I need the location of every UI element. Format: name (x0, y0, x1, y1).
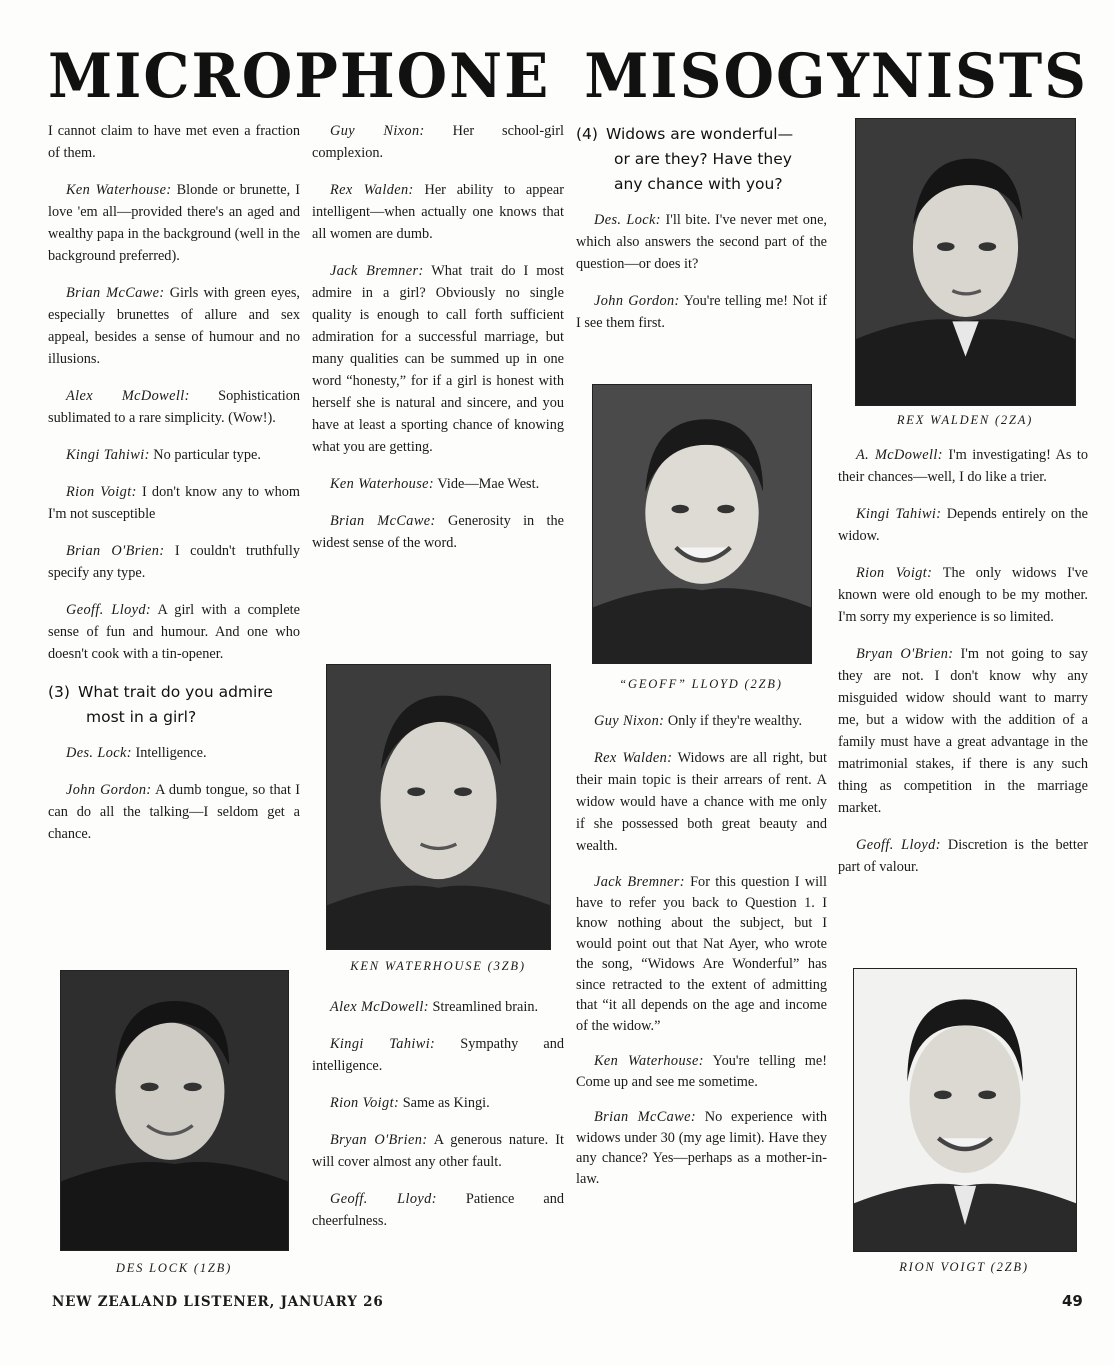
speaker-name: Alex McDowell: (66, 388, 190, 404)
speaker-name: Rion Voigt: (66, 484, 137, 500)
speaker-name: Rion Voigt: (330, 1095, 400, 1111)
caption-des-lock: DES LOCK (1ZB) (115, 1261, 233, 1275)
answer-paragraph (48, 282, 300, 370)
speaker-name: Ken Waterhouse: (594, 1053, 704, 1069)
answer-paragraph (312, 179, 564, 245)
question-line: What trait do you admire (78, 683, 273, 701)
answer-paragraph (576, 1107, 827, 1189)
answer-text: Same as Kingi. (399, 1095, 490, 1111)
answer-text: I couldn't truthfully specify any type. (48, 543, 300, 581)
headline (48, 40, 1088, 112)
answer-text: I'm not going to say they are not. I don't know why any misguided widow should want to marry me, but a widow with the addition of a family must have a great advantage in the matrimonial stakes, if there is any such thing as competition in the marriage market. (838, 646, 1088, 816)
speaker-name: Des. Lock: (66, 745, 132, 761)
answer-paragraph (48, 179, 300, 267)
column-3 (576, 118, 827, 349)
speaker-name: Brian McCawe: (66, 285, 165, 301)
answer-paragraph (312, 1092, 564, 1114)
answer-text: Generosity in the widest sense of the word. (312, 513, 564, 551)
answer-paragraph (576, 290, 827, 334)
answer-paragraph (576, 747, 827, 857)
answer-text: Sympathy and intelligence. (312, 1036, 564, 1074)
answer-text: Her ability to appear intelligent—when actually one knows that all women are dumb. (312, 182, 564, 242)
answer-paragraph (838, 444, 1088, 488)
column-3-lower (576, 710, 827, 1204)
answer-paragraph (838, 643, 1088, 819)
speaker-name: Guy Nixon: (330, 123, 425, 139)
caption-ken-waterhouse: KEN WATERHOUSE (3ZB) (350, 959, 526, 973)
question-line: most in a girl? (86, 708, 197, 726)
answer-text: The only widows I've known were old enough to be my mother. I'm sorry my experience is so limited. (838, 565, 1088, 625)
question-line: any chance with you? (614, 175, 783, 193)
answer-text: Intelligence. (131, 745, 207, 761)
column-1 (48, 120, 300, 860)
answer-text: Vide—Mae West. (434, 476, 540, 492)
answer-paragraph (576, 209, 827, 275)
speaker-name: Rex Walden: (330, 182, 414, 198)
answer-text: Patience and cheerfulness. (312, 1191, 564, 1229)
answer-text: Sophistication sublimated to a rare simplicity. (Wow!). (48, 388, 300, 426)
answer-text: For this question I will have to refer you back to Question 1. I know nothing about the subject, but I would point out that Nat Ayer, who wrote the song, “Widows Are Wonderful” has since retracted to the extent of admitting that “it all depends on the age and income of the widow.” (576, 874, 827, 1034)
answer-paragraph (838, 503, 1088, 547)
headline-word-1: MICROPHONE (48, 40, 551, 112)
speaker-name: Ken Waterhouse: (66, 182, 172, 198)
footer-publication: NEW ZEALAND LISTENER, JANUARY 26 (52, 1294, 384, 1310)
answer-text: I'm investigating! As to their chances—well, I do like a trier. (838, 447, 1089, 485)
speaker-name: Brian McCawe: (330, 513, 436, 529)
answer-paragraph (838, 562, 1088, 628)
question-line: Widows are wonderful— (606, 125, 794, 143)
answer-paragraph (312, 260, 564, 458)
answer-paragraph (48, 444, 300, 466)
caption-rion-voigt: RION VOIGT (2ZB) (899, 1260, 1029, 1274)
speaker-name: Ken Waterhouse: (330, 476, 435, 492)
answer-text: You're telling me! Come up and see me sometime. (576, 1053, 827, 1090)
speaker-name: Jack Bremner: (594, 874, 685, 890)
answer-text: I don't know any to whom I'm not susceptible (48, 484, 300, 522)
answer-text: Blonde or brunette, I love 'em all—provided there's an aged and wealthy papa in the background (well in the background preferred). (48, 182, 301, 264)
answer-text: A generous nature. It will cover almost any other fault. (312, 1132, 564, 1170)
speaker-name: Jack Bremner: (330, 263, 424, 279)
answer-text: Discretion is the better part of valour. (838, 837, 1088, 875)
answer-paragraph (312, 1188, 564, 1232)
speaker-name: Kingi Tahiwi: (330, 1036, 436, 1052)
answer-paragraph (48, 779, 300, 845)
answer-text: Her school-girl complexion. (312, 123, 564, 161)
speaker-name: Kingi Tahiwi: (66, 447, 150, 463)
answer-paragraph (48, 481, 300, 525)
answer-paragraph (576, 1051, 827, 1092)
photo-ken-waterhouse (326, 664, 551, 950)
answer-paragraph (312, 120, 564, 164)
speaker-name: Geoff. Lloyd: (66, 602, 152, 618)
answer-paragraph (48, 599, 300, 665)
answer-paragraph (576, 710, 827, 732)
photo-des-lock (60, 970, 289, 1251)
answer-paragraph (838, 834, 1088, 878)
answer-text: No experience with widows under 30 (my age limit). Have they any chance? Yes—perhaps as a mother-in-law. (576, 1109, 827, 1187)
answer-paragraph (48, 385, 300, 429)
answer-paragraph (48, 540, 300, 584)
question-number: (4) (576, 125, 598, 143)
speaker-name: Alex McDowell: (330, 999, 429, 1015)
question-4-heading (576, 122, 827, 197)
speaker-name: Rion Voigt: (856, 565, 933, 581)
speaker-name: Kingi Tahiwi: (856, 506, 942, 522)
answer-paragraph (312, 473, 564, 495)
intro-paragraph: I cannot claim to have met even a fraction of them. (48, 123, 300, 161)
speaker-name: Geoff. Lloyd: (856, 837, 941, 853)
answer-paragraph (312, 1033, 564, 1077)
speaker-name: Geoff. Lloyd: (330, 1191, 437, 1207)
answer-paragraph (576, 872, 827, 1036)
speaker-name: John Gordon: (594, 293, 680, 309)
answer-text: Streamlined brain. (428, 999, 539, 1015)
photo-geoff-lloyd (592, 384, 812, 664)
answer-text: A girl with a complete sense of fun and humour. And one who doesn't cook with a tin-opener. (48, 602, 300, 662)
page-number: 49 (1062, 1292, 1083, 1310)
answer-text: A dumb tongue, so that I can do all the talking—I seldom get a chance. (48, 782, 300, 842)
answer-paragraph (48, 742, 300, 764)
column-4 (838, 444, 1088, 893)
answer-text: Widows are all right, but their main topic is their arrears of rent. A widow would have a chance with me only if she possessed both great beauty and wealth. (576, 750, 827, 854)
answer-text: Girls with green eyes, especially brunettes of allure and sex appeal, besides a sense of humour and no illusions. (48, 285, 300, 367)
question-3-heading (48, 680, 300, 730)
speaker-name: Des. Lock: (594, 212, 661, 228)
question-number: (3) (48, 683, 70, 701)
speaker-name: Bryan O'Brien: (330, 1132, 428, 1148)
speaker-name: A. McDowell: (856, 447, 943, 463)
column-2-lower (312, 996, 564, 1247)
speaker-name: Rex Walden: (594, 750, 673, 766)
speaker-name: John Gordon: (66, 782, 152, 798)
answer-text: Depends entirely on the widow. (838, 506, 1088, 544)
answer-paragraph (312, 1129, 564, 1173)
column-2 (312, 120, 564, 569)
answer-text: No particular type. (149, 447, 261, 463)
speaker-name: Bryan O'Brien: (856, 646, 954, 662)
speaker-name: Brian O'Brien: (66, 543, 165, 559)
photo-rex-walden (855, 118, 1076, 406)
photo-rion-voigt (853, 968, 1077, 1252)
answer-text: Only if they're wealthy. (664, 713, 803, 729)
answer-text: I'll bite. I've never met one, which also answers the second part of the question—or does it? (576, 212, 827, 272)
question-line: or are they? Have they (614, 150, 792, 168)
answer-text: You're telling me! Not if I see them first. (576, 293, 827, 331)
headline-word-2: MISOGYNISTS (584, 40, 1088, 112)
answer-paragraph (312, 510, 564, 554)
answer-text: What trait do I most admire in a girl? Obviously no single quality is enough to call forth sufficient admiration for a successful marriage, but many qualities can be summed up in one word “honesty,” for if a girl is honest with herself she is natural and sincere, and you have at least a sporting chance of knowing what you are getting. (312, 263, 564, 455)
answer-paragraph (312, 996, 564, 1018)
speaker-name: Brian McCawe: (594, 1109, 697, 1125)
caption-rex-walden: REX WALDEN (2ZA) (896, 413, 1034, 427)
caption-geoff-lloyd: “GEOFF” LLOYD (2ZB) (619, 677, 783, 691)
speaker-name: Guy Nixon: (594, 713, 665, 729)
